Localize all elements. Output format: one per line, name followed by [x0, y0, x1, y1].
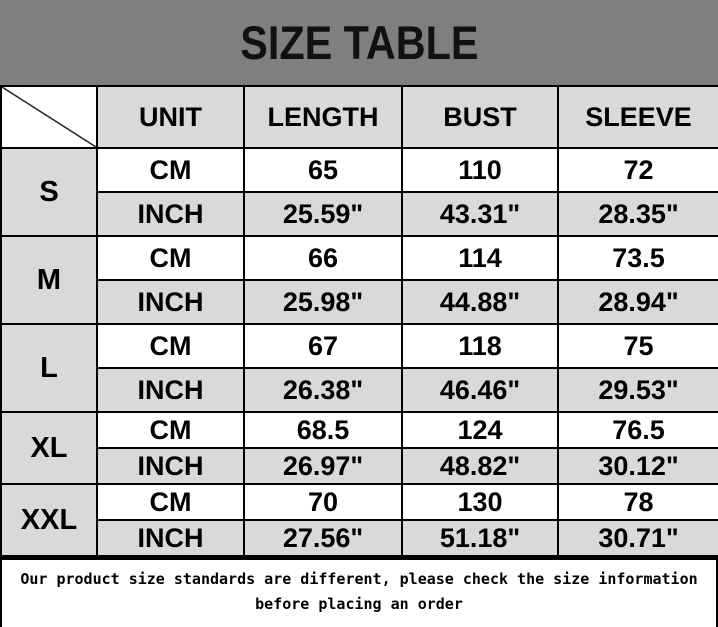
- cell-m-cm-length: 66: [244, 236, 402, 280]
- cell-xl-inch-bust: 48.82": [402, 448, 558, 484]
- footer-line-2: before placing an order: [255, 595, 463, 613]
- table-row: [1, 192, 718, 236]
- footer-line-1: Our product size standards are different, please check the size information: [20, 570, 698, 588]
- diagonal-cell: [1, 86, 97, 148]
- cell-s-cm-length: 65: [244, 148, 402, 192]
- cell-m-cm-bust: 114: [402, 236, 558, 280]
- size-label-xl: XL: [1, 412, 97, 484]
- cell-xxl-inch-sleeve: 30.71": [558, 520, 718, 556]
- table-row: [1, 448, 718, 484]
- table-row: [1, 520, 718, 556]
- unit-label-inch: INCH: [97, 520, 244, 556]
- cell-m-cm-sleeve: 73.5: [558, 236, 718, 280]
- cell-xl-cm-bust: 124: [402, 412, 558, 448]
- table-row: [1, 484, 718, 520]
- col-header-bust: BUST: [402, 86, 558, 148]
- size-label-xxl: XXL: [1, 484, 97, 556]
- cell-xl-cm-sleeve: 76.5: [558, 412, 718, 448]
- page-title: SIZE TABLE: [239, 16, 479, 69]
- size-label-l: L: [1, 324, 97, 412]
- cell-s-inch-length: 25.59": [244, 192, 402, 236]
- footer-note: [0, 557, 718, 627]
- unit-label-inch: INCH: [97, 280, 244, 324]
- unit-label-cm: CM: [97, 236, 244, 280]
- table-row: [1, 280, 718, 324]
- unit-label-cm: CM: [97, 484, 244, 520]
- col-header-sleeve: SLEEVE: [558, 86, 718, 148]
- cell-xxl-inch-length: 27.56": [244, 520, 402, 556]
- cell-l-cm-bust: 118: [402, 324, 558, 368]
- size-label-m: M: [1, 236, 97, 324]
- cell-xxl-inch-bust: 51.18": [402, 520, 558, 556]
- cell-m-inch-bust: 44.88": [402, 280, 558, 324]
- cell-l-inch-bust: 46.46": [402, 368, 558, 412]
- cell-xxl-cm-length: 70: [244, 484, 402, 520]
- cell-xl-inch-sleeve: 30.12": [558, 448, 718, 484]
- table-row: [1, 324, 718, 368]
- unit-label-inch: INCH: [97, 192, 244, 236]
- cell-xxl-cm-bust: 130: [402, 484, 558, 520]
- cell-l-inch-length: 26.38": [244, 368, 402, 412]
- cell-s-inch-sleeve: 28.35": [558, 192, 718, 236]
- cell-m-inch-sleeve: 28.94": [558, 280, 718, 324]
- size-table: [0, 85, 718, 557]
- cell-s-cm-sleeve: 72: [558, 148, 718, 192]
- cell-xl-inch-length: 26.97": [244, 448, 402, 484]
- unit-label-cm: CM: [97, 148, 244, 192]
- col-header-unit: UNIT: [97, 86, 244, 148]
- unit-label-cm: CM: [97, 324, 244, 368]
- unit-label-inch: INCH: [97, 448, 244, 484]
- cell-l-cm-sleeve: 75: [558, 324, 718, 368]
- size-label-s: S: [1, 148, 97, 236]
- cell-xxl-cm-sleeve: 78: [558, 484, 718, 520]
- cell-s-cm-bust: 110: [402, 148, 558, 192]
- table-row: [1, 368, 718, 412]
- cell-l-inch-sleeve: 29.53": [558, 368, 718, 412]
- cell-m-inch-length: 25.98": [244, 280, 402, 324]
- cell-s-inch-bust: 43.31": [402, 192, 558, 236]
- cell-l-cm-length: 67: [244, 324, 402, 368]
- unit-label-cm: CM: [97, 412, 244, 448]
- table-row: [1, 412, 718, 448]
- diagonal-line-icon: [2, 87, 96, 147]
- table-row: [1, 148, 718, 192]
- cell-xl-cm-length: 68.5: [244, 412, 402, 448]
- title-banner: [0, 0, 718, 85]
- header-row: [1, 86, 718, 148]
- unit-label-inch: INCH: [97, 368, 244, 412]
- table-row: [1, 236, 718, 280]
- col-header-length: LENGTH: [244, 86, 402, 148]
